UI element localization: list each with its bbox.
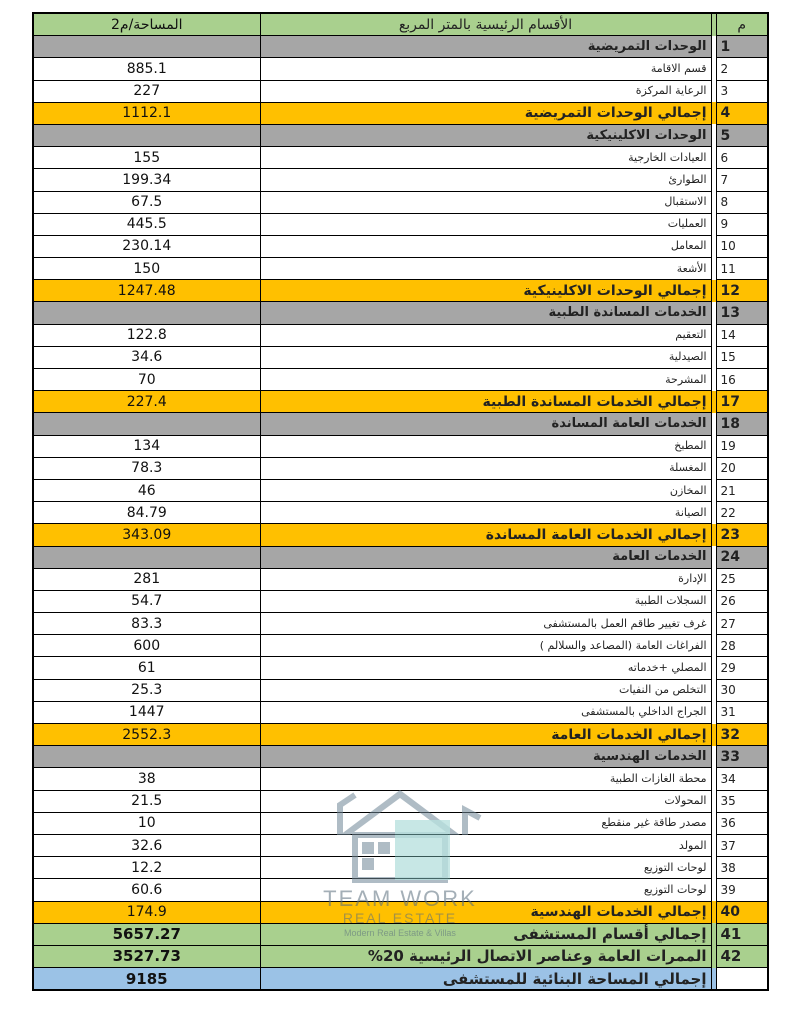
- area-value: 3527.73: [33, 945, 260, 967]
- section-row: [33, 413, 768, 435]
- section-name: الخدمات العامة: [260, 546, 711, 568]
- row-number: 37: [716, 834, 768, 856]
- item-row: [33, 479, 768, 501]
- area-value: 21.5: [33, 790, 260, 812]
- row-number: 31: [716, 701, 768, 723]
- section-name: التعقيم: [260, 324, 711, 346]
- row-number: 10: [716, 235, 768, 257]
- section-name: مصدر طاقة غير منقطع: [260, 812, 711, 834]
- row-number: 42: [716, 945, 768, 967]
- item-row: [33, 701, 768, 723]
- area-value: 54.7: [33, 590, 260, 612]
- row-number: 9: [716, 213, 768, 235]
- section-name: المطبخ: [260, 435, 711, 457]
- section-name: الصيانة: [260, 502, 711, 524]
- item-row: [33, 435, 768, 457]
- area-value: 78.3: [33, 457, 260, 479]
- section-name: الخدمات العامة المساندة: [260, 413, 711, 435]
- section-name: إجمالي المساحة البنائية للمستشفى: [260, 968, 711, 991]
- row-number: 14: [716, 324, 768, 346]
- section-name: المشرحة: [260, 369, 711, 391]
- area-value: [33, 546, 260, 568]
- row-number: [716, 968, 768, 991]
- spacer: [711, 857, 716, 879]
- area-table: [32, 12, 769, 991]
- section-name: المعامل: [260, 235, 711, 257]
- area-value: [33, 36, 260, 58]
- row-number: 17: [716, 391, 768, 413]
- item-row: [33, 812, 768, 834]
- section-name: المولد: [260, 834, 711, 856]
- section-name: الطوارئ: [260, 169, 711, 191]
- section-name: إجمالي الخدمات العامة: [260, 724, 711, 746]
- header-name: الأقسام الرئيسية بالمتر المربع: [260, 13, 711, 36]
- section-row: [33, 746, 768, 768]
- item-row: [33, 169, 768, 191]
- total-row: [33, 102, 768, 124]
- row-number: 20: [716, 457, 768, 479]
- row-number: 33: [716, 746, 768, 768]
- row-number: 32: [716, 724, 768, 746]
- row-number: 28: [716, 635, 768, 657]
- item-row: [33, 191, 768, 213]
- item-row: [33, 346, 768, 368]
- row-number: 23: [716, 524, 768, 546]
- section-name: لوحات التوزيع: [260, 879, 711, 901]
- row-number: 11: [716, 258, 768, 280]
- spacer: [711, 13, 716, 36]
- section-name: الفراغات العامة (المصاعد والسلالم ): [260, 635, 711, 657]
- row-number: 19: [716, 435, 768, 457]
- item-row: [33, 657, 768, 679]
- spacer: [711, 746, 716, 768]
- section-name: المصلي +خدماته: [260, 657, 711, 679]
- area-value: 10: [33, 812, 260, 834]
- section-name: إجمالي الخدمات الهندسية: [260, 901, 711, 923]
- spacer: [711, 102, 716, 124]
- section-row: [33, 302, 768, 324]
- row-number: 18: [716, 413, 768, 435]
- section-name: الوحدات التمريضية: [260, 36, 711, 58]
- section-name: إجمالي الوحدات التمريضية: [260, 102, 711, 124]
- item-row: [33, 147, 768, 169]
- spacer: [711, 657, 716, 679]
- row-number: 40: [716, 901, 768, 923]
- spacer: [711, 524, 716, 546]
- section-name: السجلات الطبية: [260, 590, 711, 612]
- spacer: [711, 812, 716, 834]
- area-value: 61: [33, 657, 260, 679]
- final-row: [33, 968, 768, 991]
- spacer: [711, 724, 716, 746]
- section-name: محطة الغازات الطبية: [260, 768, 711, 790]
- section-name: العمليات: [260, 213, 711, 235]
- area-value: [33, 124, 260, 146]
- item-row: [33, 58, 768, 80]
- row-number: 13: [716, 302, 768, 324]
- spacer: [711, 923, 716, 945]
- spacer: [711, 346, 716, 368]
- section-name: المخازن: [260, 479, 711, 501]
- area-value: 67.5: [33, 191, 260, 213]
- total-row: [33, 524, 768, 546]
- item-row: [33, 834, 768, 856]
- item-row: [33, 457, 768, 479]
- spacer: [711, 391, 716, 413]
- row-number: 29: [716, 657, 768, 679]
- area-value: 174.9: [33, 901, 260, 923]
- spacer: [711, 280, 716, 302]
- spacer: [711, 235, 716, 257]
- area-value: 84.79: [33, 502, 260, 524]
- spacer: [711, 879, 716, 901]
- section-name: التخلص من النفيات: [260, 679, 711, 701]
- watermark-line3: Modern Real Estate & Villas: [344, 928, 456, 938]
- area-value: 46: [33, 479, 260, 501]
- area-value: 600: [33, 635, 260, 657]
- total-row: [33, 391, 768, 413]
- spacer: [711, 457, 716, 479]
- item-row: [33, 879, 768, 901]
- area-value: 1447: [33, 701, 260, 723]
- spacer: [711, 324, 716, 346]
- area-value: [33, 746, 260, 768]
- area-value: 230.14: [33, 235, 260, 257]
- section-name: قسم الاقامة: [260, 58, 711, 80]
- area-value: 134: [33, 435, 260, 457]
- item-row: [33, 80, 768, 102]
- section-name: لوحات التوزيع: [260, 857, 711, 879]
- row-number: 26: [716, 590, 768, 612]
- spacer: [711, 302, 716, 324]
- row-number: 34: [716, 768, 768, 790]
- item-row: [33, 679, 768, 701]
- spacer: [711, 968, 716, 991]
- header-num: م: [716, 13, 768, 36]
- area-value: 343.09: [33, 524, 260, 546]
- section-name: الإدارة: [260, 568, 711, 590]
- row-number: 15: [716, 346, 768, 368]
- area-value: 885.1: [33, 58, 260, 80]
- total-row: [33, 901, 768, 923]
- spacer: [711, 679, 716, 701]
- area-value: [33, 413, 260, 435]
- row-number: 21: [716, 479, 768, 501]
- row-number: 6: [716, 147, 768, 169]
- header-row: [33, 13, 768, 36]
- section-name: إجمالي أقسام المستشفى: [260, 923, 711, 945]
- row-number: 22: [716, 502, 768, 524]
- row-number: 35: [716, 790, 768, 812]
- area-value: 445.5: [33, 213, 260, 235]
- row-number: 41: [716, 923, 768, 945]
- spacer: [711, 945, 716, 967]
- section-name: الصيدلية: [260, 346, 711, 368]
- area-value: 155: [33, 147, 260, 169]
- spacer: [711, 169, 716, 191]
- row-number: 38: [716, 857, 768, 879]
- area-value: 199.34: [33, 169, 260, 191]
- spacer: [711, 701, 716, 723]
- item-row: [33, 635, 768, 657]
- item-row: [33, 768, 768, 790]
- row-number: 4: [716, 102, 768, 124]
- total-row: [33, 280, 768, 302]
- item-row: [33, 568, 768, 590]
- item-row: [33, 213, 768, 235]
- section-name: إجمالي الخدمات المساندة الطبية: [260, 391, 711, 413]
- spacer: [711, 568, 716, 590]
- item-row: [33, 613, 768, 635]
- area-value: 150: [33, 258, 260, 280]
- spacer: [711, 435, 716, 457]
- section-name: الأشعة: [260, 258, 711, 280]
- spacer: [711, 546, 716, 568]
- spacer: [711, 36, 716, 58]
- spacer: [711, 80, 716, 102]
- spacer: [711, 590, 716, 612]
- section-name: إجمالي الخدمات العامة المساندة: [260, 524, 711, 546]
- section-name: المحولات: [260, 790, 711, 812]
- area-value: 281: [33, 568, 260, 590]
- row-number: 1: [716, 36, 768, 58]
- section-name: المغسلة: [260, 457, 711, 479]
- area-value: 70: [33, 369, 260, 391]
- row-number: 39: [716, 879, 768, 901]
- section-row: [33, 124, 768, 146]
- spacer: [711, 613, 716, 635]
- row-number: 8: [716, 191, 768, 213]
- area-value: 32.6: [33, 834, 260, 856]
- row-number: 16: [716, 369, 768, 391]
- row-number: 25: [716, 568, 768, 590]
- watermark-line2: REAL ESTATE: [342, 910, 458, 926]
- section-name: إجمالي الوحدات الاكلينيكية: [260, 280, 711, 302]
- item-row: [33, 590, 768, 612]
- row-number: 30: [716, 679, 768, 701]
- spacer: [711, 369, 716, 391]
- item-row: [33, 369, 768, 391]
- item-row: [33, 857, 768, 879]
- area-value: [33, 302, 260, 324]
- grand-row: [33, 923, 768, 945]
- spacer: [711, 834, 716, 856]
- spacer: [711, 901, 716, 923]
- area-value: 60.6: [33, 879, 260, 901]
- spacer: [711, 147, 716, 169]
- section-name: العيادات الخارجية: [260, 147, 711, 169]
- row-number: 12: [716, 280, 768, 302]
- spacer: [711, 635, 716, 657]
- spacer: [711, 768, 716, 790]
- area-value: 25.3: [33, 679, 260, 701]
- row-number: 5: [716, 124, 768, 146]
- section-name: الخدمات الهندسية: [260, 746, 711, 768]
- spacer: [711, 58, 716, 80]
- area-value: 227.4: [33, 391, 260, 413]
- section-name: الجراج الداخلي بالمستشفى: [260, 701, 711, 723]
- item-row: [33, 502, 768, 524]
- row-number: 2: [716, 58, 768, 80]
- watermark-line1: TEAM WORK: [323, 886, 477, 911]
- section-name: الممرات العامة وعناصر الاتصال الرئيسية 20%: [260, 945, 711, 967]
- area-value: 227: [33, 80, 260, 102]
- section-name: الوحدات الاكلينيكية: [260, 124, 711, 146]
- area-value: 34.6: [33, 346, 260, 368]
- row-number: 3: [716, 80, 768, 102]
- row-number: 7: [716, 169, 768, 191]
- item-row: [33, 324, 768, 346]
- area-value: 122.8: [33, 324, 260, 346]
- area-value: 12.2: [33, 857, 260, 879]
- area-value: 1247.48: [33, 280, 260, 302]
- grand-row: [33, 945, 768, 967]
- area-value: 38: [33, 768, 260, 790]
- area-value: 2552.3: [33, 724, 260, 746]
- section-name: غرف تغيير طاقم العمل بالمستشفى: [260, 613, 711, 635]
- item-row: [33, 235, 768, 257]
- spacer: [711, 258, 716, 280]
- item-row: [33, 790, 768, 812]
- spacer: [711, 213, 716, 235]
- spacer: [711, 191, 716, 213]
- section-name: الاستقبال: [260, 191, 711, 213]
- area-value: 1112.1: [33, 102, 260, 124]
- section-name: الخدمات المساندة الطبية: [260, 302, 711, 324]
- area-value: 83.3: [33, 613, 260, 635]
- area-value: 9185: [33, 968, 260, 991]
- area-value: 5657.27: [33, 923, 260, 945]
- spacer: [711, 790, 716, 812]
- total-row: [33, 724, 768, 746]
- section-row: [33, 36, 768, 58]
- spacer: [711, 124, 716, 146]
- spacer: [711, 479, 716, 501]
- row-number: 27: [716, 613, 768, 635]
- row-number: 36: [716, 812, 768, 834]
- item-row: [33, 258, 768, 280]
- spacer: [711, 413, 716, 435]
- section-name: الرعاية المركزة: [260, 80, 711, 102]
- header-value: المساحة/م2: [33, 13, 260, 36]
- section-row: [33, 546, 768, 568]
- row-number: 24: [716, 546, 768, 568]
- spacer: [711, 502, 716, 524]
